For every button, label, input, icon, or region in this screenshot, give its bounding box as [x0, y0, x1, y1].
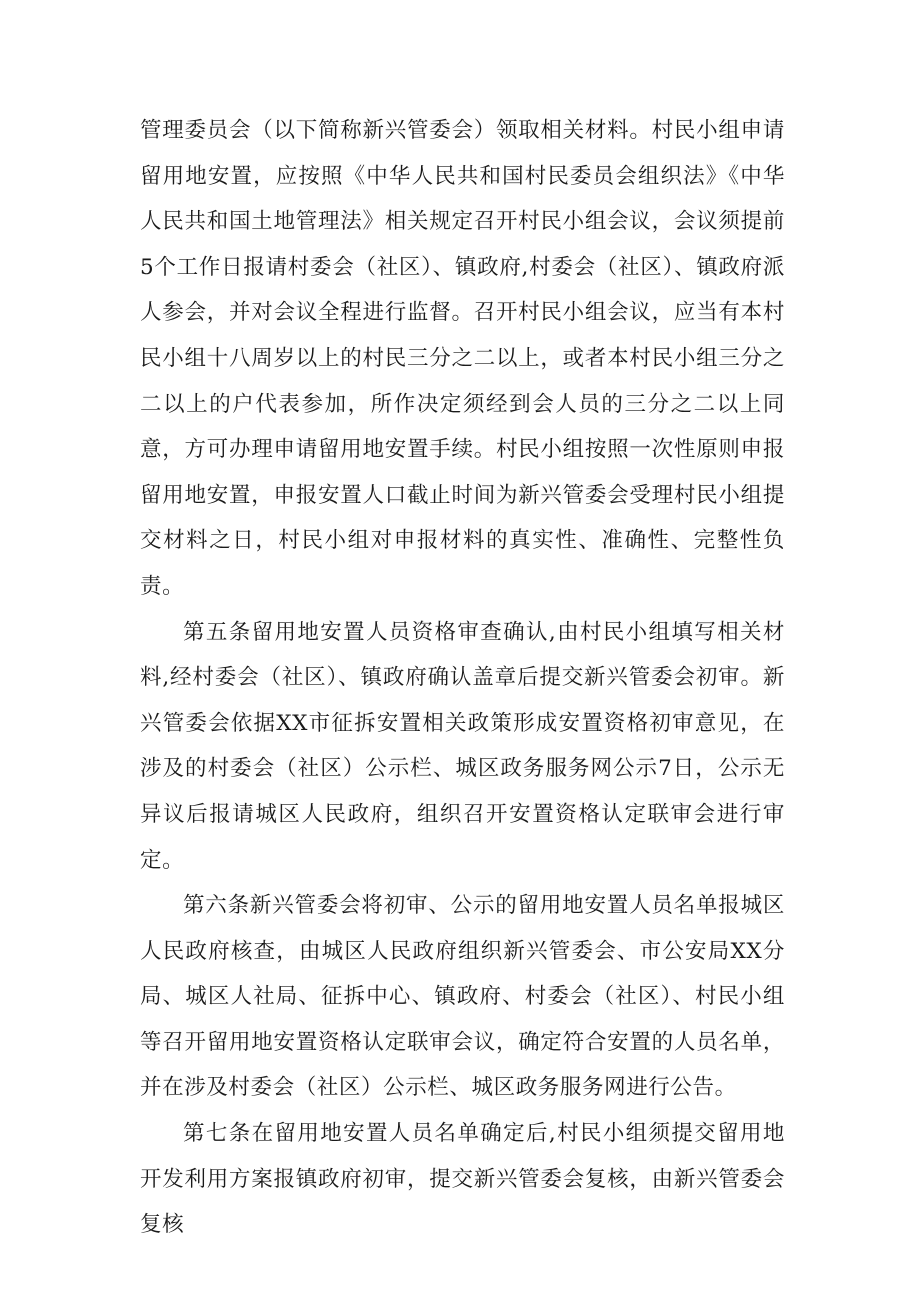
paragraph-article-6: 第六条新兴管委会将初审、公示的留用地安置人员名单报城区人民政府核查，由城区人民政府组织新兴管委会、市公安局XX分局、城区人社局、征拆中心、镇政府、村委会（社区）、村民小组等召开留用地安置资格认定联审会议，确定符合安置的人员名单，并在涉及村委会（社区）公示栏、城区政务服务网进行公告。 — [140, 893, 785, 1101]
document-body — [140, 108, 785, 1248]
paragraph-article-7: 第七条在留用地安置人员名单确定后,村民小组须提交留用地开发利用方案报镇政府初审，提交新兴管委会复核，由新兴管委会复核 — [140, 1121, 785, 1238]
paragraph-article-5: 第五条留用地安置人员资格审查确认,由村民小组填写相关材料,经村委会（社区）、镇政府确认盖章后提交新兴管委会初审。新兴管委会依据XX市征拆安置相关政策形成安置资格初审意见，在涉及的村委会（社区）公示栏、城区政务服务网公示7日，公示无异议后报请城区人民政府，组织召开安置资格认定联审会进行审定。 — [140, 619, 785, 873]
paragraph-1: 管理委员会（以下简称新兴管委会）领取相关材料。村民小组申请留用地安置，应按照《中华人民共和国村民委员会组织法》《中华人民共和国土地管理法》相关规定召开村民小组会议，会议须提前5个工作日报请村委会（社区）、镇政府,村委会（社区）、镇政府派人参会，并对会议全程进行监督。召开村民小组会议，应当有本村民小组十八周岁以上的村民三分之二以上，或者本村民小组三分之二以上的户代表参加，所作决定须经到会人员的三分之二以上同意，方可办理申请留用地安置手续。村民小组按照一次性原则申报留用地安置，申报安置人口截止时间为新兴管委会受理村民小组提交材料之日，村民小组对申报材料的真实性、准确性、完整性负责。 — [140, 118, 785, 599]
